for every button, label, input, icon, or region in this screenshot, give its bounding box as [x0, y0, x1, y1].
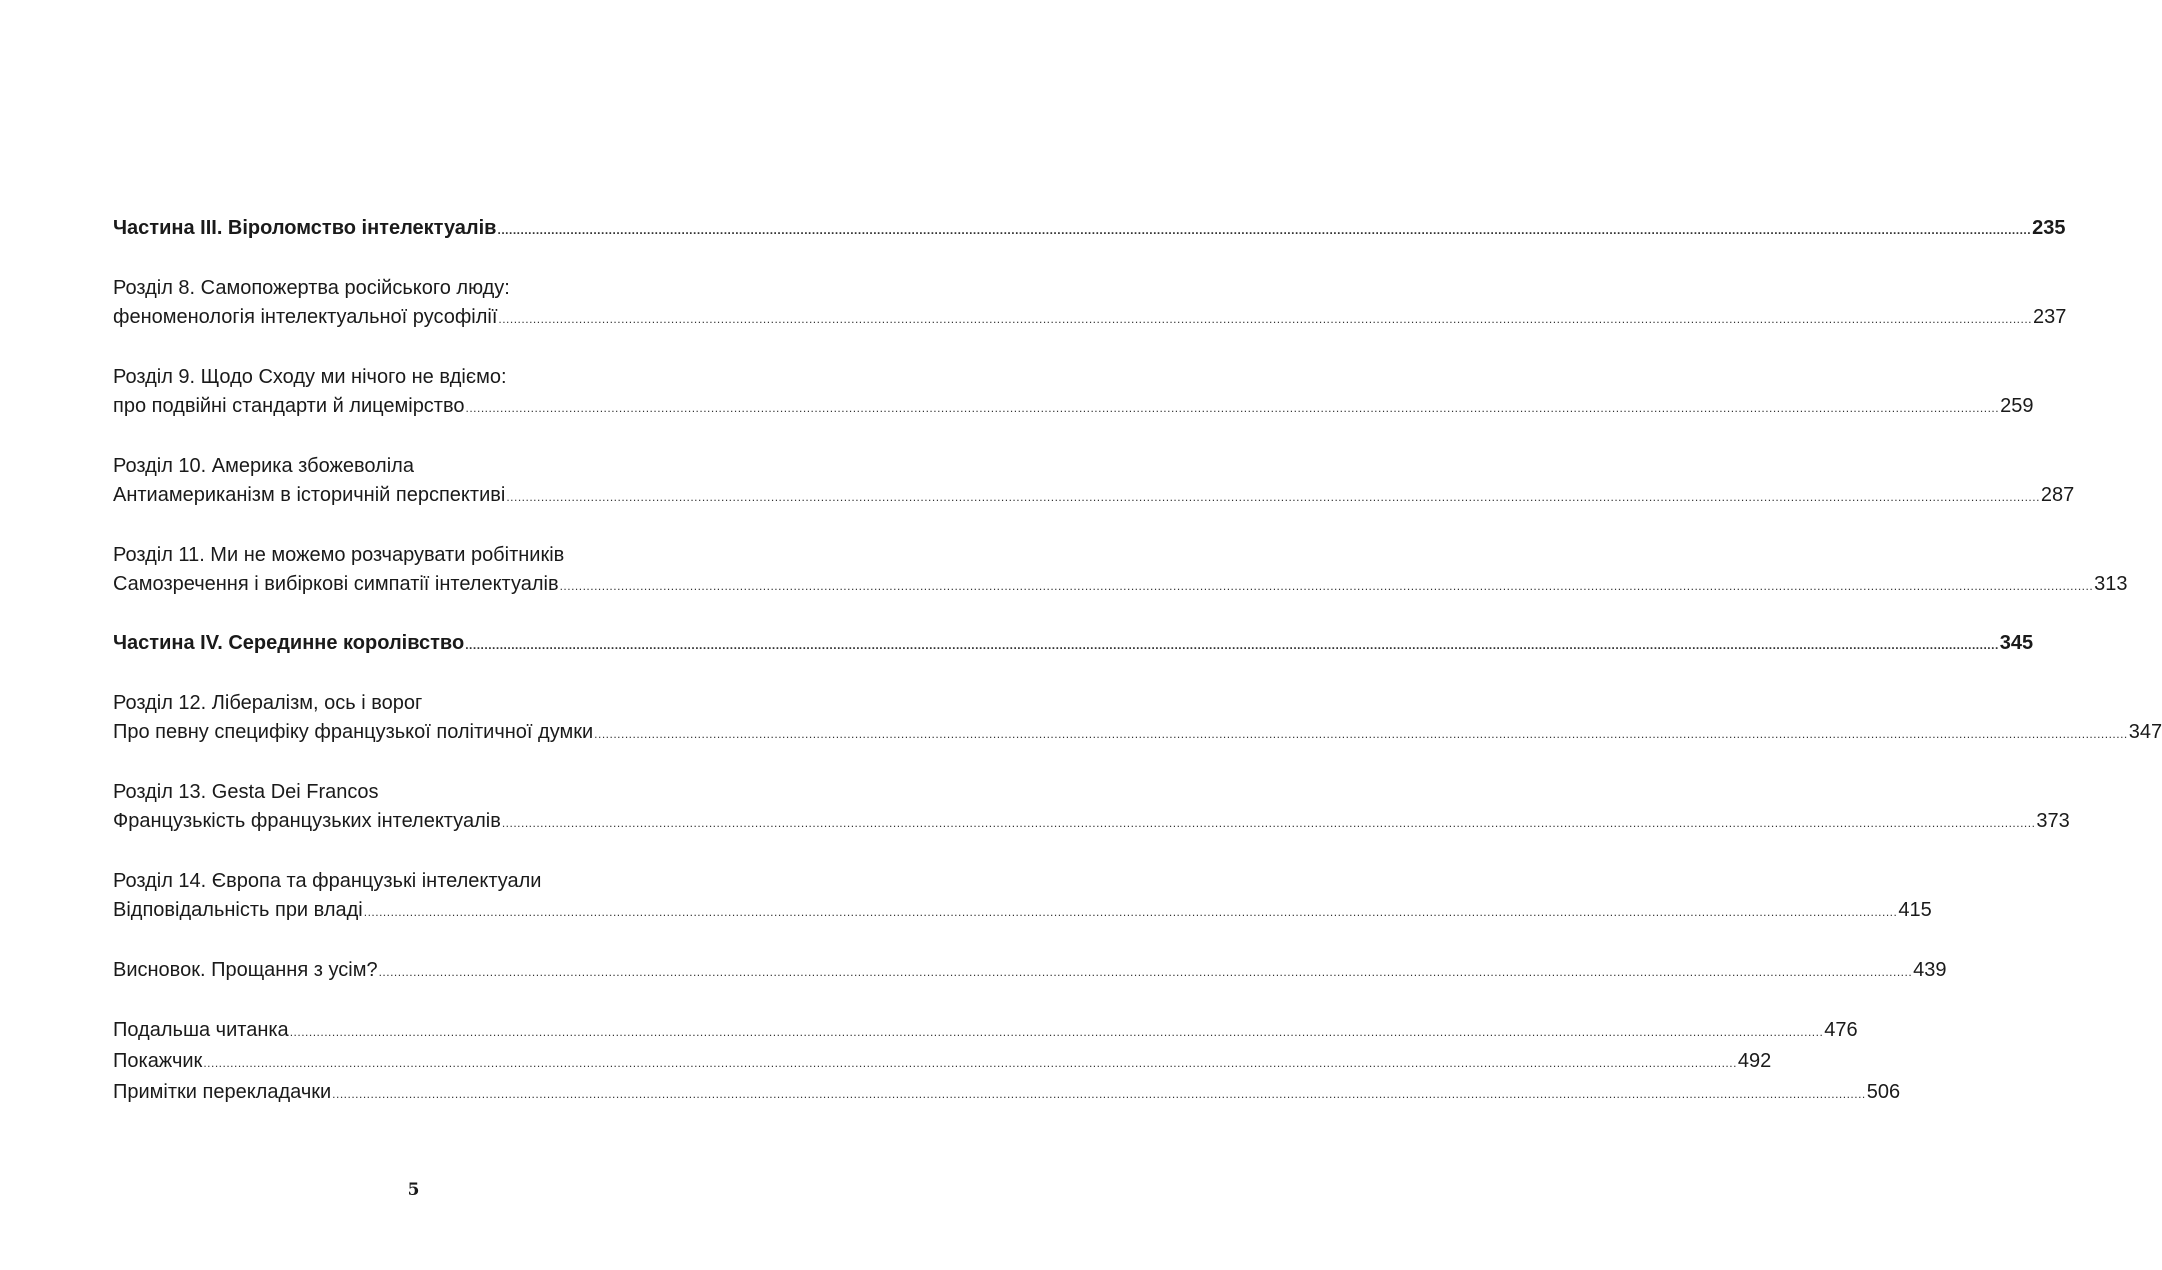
dot-leader: ................................................................................................................................................................................................................................................................................................................................................................................................................ [594, 727, 2128, 741]
toc-entry [113, 452, 2075, 512]
dot-leader: ................................................................................................................................................................................................................................................................................................................................................................................................................ [559, 579, 2094, 593]
toc-entry-title: феноменологія інтелектуальної русофілії [113, 306, 498, 328]
table-of-contents [113, 214, 2162, 1109]
toc-entry-title: Відповідальність при владі [113, 899, 363, 921]
toc-entry [113, 1047, 1772, 1078]
toc-entry [113, 274, 2067, 334]
toc-entry [113, 867, 1932, 927]
toc-entry [113, 689, 2162, 749]
dot-leader: ................................................................................................................................................................................................................................................................................................................................................................................................................ [465, 638, 1999, 652]
page-number: 5 [407, 1180, 420, 1200]
dot-leader: ................................................................................................................................................................................................................................................................................................................................................................................................................ [506, 490, 2040, 504]
toc-entry-title: Розділ 9. Щодо Сходу ми нічого не вдіємо: [113, 366, 507, 388]
toc-entry [113, 363, 2034, 423]
toc-line [113, 303, 2067, 334]
toc-line [113, 363, 707, 392]
dot-leader: ................................................................................................................................................................................................................................................................................................................................................................................................................ [203, 1056, 1737, 1070]
dot-leader: ................................................................................................................................................................................................................................................................................................................................................................................................................ [497, 223, 2032, 237]
toc-line [113, 1078, 1901, 1109]
toc-page-number: 235 [2032, 217, 2066, 239]
toc-page-number: 373 [2036, 810, 2070, 832]
dot-leader: ................................................................................................................................................................................................................................................................................................................................................................................................................ [289, 1025, 1824, 1039]
toc-entry [113, 1078, 1901, 1109]
toc-line [113, 629, 2034, 660]
toc-line [113, 481, 2075, 512]
toc-entry-title: Розділ 10. Америка збожеволіла [113, 455, 414, 477]
toc-entry-title: Антиамериканізм в історичній перспективі [113, 484, 506, 506]
toc-page-number: 506 [1866, 1081, 1901, 1103]
toc-entry [113, 541, 2128, 601]
toc-line [113, 1016, 1858, 1047]
toc-entry-title: Розділ 14. Європа та французькі інтелектуали [113, 870, 542, 892]
toc-page-number: 476 [1824, 1019, 1858, 1041]
toc-entry [113, 214, 2066, 245]
toc-page-number: 415 [1898, 899, 1932, 921]
toc-line [113, 896, 1932, 927]
toc-entry-title: Частина IV. Серединне королівство [113, 632, 465, 654]
toc-entry [113, 778, 2070, 838]
toc-entry-title: Подальша читанка [113, 1019, 289, 1041]
toc-entry-title: Висновок. Прощання з усім? [113, 959, 378, 981]
toc-entry-title: Покажчик [113, 1050, 203, 1072]
toc-entry-title: Розділ 11. Ми не можемо розчарувати робітників [113, 544, 565, 566]
toc-entry-title: Розділ 12. Лібералізм, ось і ворог [113, 692, 423, 714]
toc-line [113, 807, 2070, 838]
dot-leader: ................................................................................................................................................................................................................................................................................................................................................................................................................ [501, 816, 2036, 830]
toc-line [113, 274, 707, 303]
toc-page-number: 259 [2000, 395, 2034, 417]
toc-entry [113, 629, 2034, 660]
toc-line [113, 214, 2066, 245]
toc-line [113, 718, 2162, 749]
toc-line [113, 956, 1947, 987]
dot-leader: ................................................................................................................................................................................................................................................................................................................................................................................................................ [378, 965, 1913, 979]
toc-line [113, 541, 707, 570]
toc-entry [113, 956, 1947, 987]
toc-page-number: 237 [2032, 306, 2067, 328]
toc-line [113, 570, 2128, 601]
toc-page-number: 287 [2040, 484, 2075, 506]
toc-line [113, 689, 707, 718]
dot-leader: ................................................................................................................................................................................................................................................................................................................................................................................................................ [465, 401, 2000, 415]
toc-line [113, 867, 707, 896]
toc-entry-title: Розділ 13. Gesta Dei Francos [113, 781, 379, 803]
dot-leader: ................................................................................................................................................................................................................................................................................................................................................................................................................ [363, 905, 1898, 919]
toc-page-number: 313 [2094, 573, 2128, 595]
toc-entry-title: Французькість французьких інтелектуалів [113, 810, 501, 832]
toc-entry-title: Розділ 8. Самопожертва російського люду: [113, 277, 510, 299]
toc-entry-title: Самозречення і вибіркові симпатії інтелектуалів [113, 573, 559, 595]
toc-entry [113, 1016, 1858, 1047]
toc-line [113, 778, 707, 807]
toc-line [113, 452, 707, 481]
toc-page-number: 492 [1737, 1050, 1772, 1072]
toc-page-number: 439 [1913, 959, 1947, 981]
toc-page-number: 345 [1999, 632, 2034, 654]
toc-line [113, 392, 2034, 423]
toc-entry-title: про подвійні стандарти й лицемірство [113, 395, 465, 417]
toc-line [113, 1047, 1772, 1078]
toc-entry-title: Про певну специфіку французької політичної думки [113, 721, 594, 743]
dot-leader: ................................................................................................................................................................................................................................................................................................................................................................................................................ [498, 312, 2032, 326]
dot-leader: ................................................................................................................................................................................................................................................................................................................................................................................................................ [332, 1087, 1866, 1101]
toc-entry-title: Примітки перекладачки [113, 1081, 332, 1103]
toc-page-number: 347 [2128, 721, 2162, 743]
toc-entry-title: Частина III. Віроломство інтелектуалів [113, 217, 497, 239]
